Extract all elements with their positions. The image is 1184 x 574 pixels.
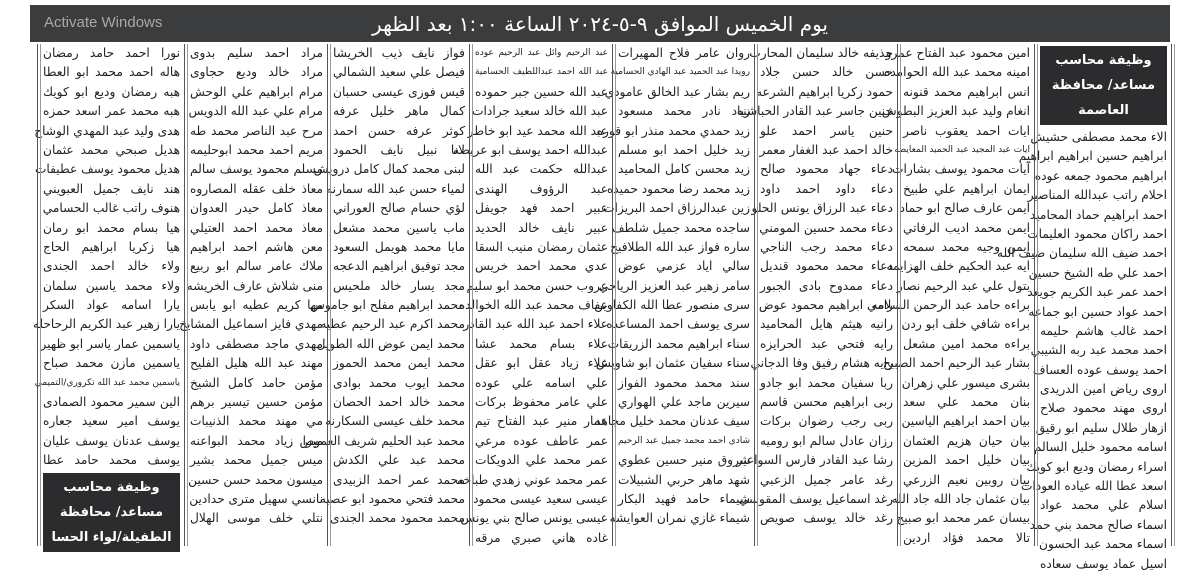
list-item: اسامه محمود خليل السالم [1033,440,1167,455]
list-item: زين عبدالرزاق احمد البريزات [603,201,750,216]
list-item: علاء بسام محمد عشا [475,336,608,351]
list-item: حسن خالد حسن جلاد [760,65,893,80]
list-item: ميسون محمد حسن حسين [188,472,323,487]
list-item: ساره فواز عبد الله الطلافيح [610,239,750,254]
list-item: عبد الله حسين جبر حموده [475,84,608,99]
list-item: ماب ياسين محمد مشعل [333,220,465,235]
list-item: لبنى محمد كمال كامل درويش [313,162,465,177]
list-item: اسعد عطا الله عياده العودات [1020,479,1167,494]
list-item: دعاء محمد محمود قنديل [760,259,893,274]
list-item: ريم بشار عبد الخالق عامودي [604,84,750,99]
list-item: ايمن محمد اديب الرفاتي [903,220,1030,235]
list-item: سامر زهير عبد العزيز الرياحي [598,278,750,293]
list-item: غاده هاني صبري مرقه [475,530,608,545]
list-item: حمود زكريا ابراهيم الشرعه [755,84,893,99]
list-item: امينه محمد عبد الله الحوامده [883,65,1030,80]
list-item: ميس جميل محمد بشير [190,453,323,468]
list-item: مجد توفيق ابراهيم الدعجه [332,259,465,274]
list-item: كوثر عرفه حسن احمد [333,123,465,138]
list-item: محمد خالد احمد الحصان [333,395,465,410]
list-item: مؤمن حامد كامل الشيخ [190,375,323,390]
list-item: مرح عبد الناصر محمد طه [190,123,323,138]
list-item: ايات احمد يعقوب ناصر [903,123,1030,138]
list-item: احلام راتب عبدالله المناصير [1027,188,1167,203]
list-item: مها كريم عطيه ابو يابس [190,298,323,313]
list-item: اسماء محمد عبد الحسون [1039,537,1167,552]
list-item: عمر محمد علي الدويكات [475,453,608,468]
list-item: بيان عثمان جاد الله جاد الله [891,491,1030,506]
list-item: ياسمين عمار ياسر ابو ظهير [40,336,180,351]
list-item: مهند عبد الله هليل الفليح [190,356,323,371]
column-divider [37,44,41,546]
list-item: علاء زياد عقل ابو عقل [475,356,608,371]
list-item: قيس فوزى عيسى حسبان [333,84,465,99]
names-column [871,44,1033,546]
list-item: مراد احمد سليم بدوى [190,46,323,60]
list-item: فيصل علي سعيد الشمالي [333,65,465,80]
list-item: يوسف محمد حامد عطا [43,453,180,468]
column-divider [612,44,616,546]
list-item: اسلام علي محمد عواد [1040,498,1167,513]
list-item: رغد خالد يوسف صويص [760,511,893,526]
list-item: احمد غالب هاشم حليمه [1040,323,1167,338]
list-item: هبه محمد عمر اسعد حمزه [43,104,180,119]
list-item: بنان محمد علي سعد [903,395,1030,410]
list-item: محمد ابراهيم مفلح ابو جاموس [309,298,465,313]
list-item: ازهار طلال سليم ابو رقيق [1035,420,1167,435]
list-item: حنين جاسر عبد القادر الحباشنه [736,104,893,119]
list-item: دعاء محمد رجب الناجي [760,239,893,254]
list-item: محمد ايوب محمد بوادى [333,375,465,390]
list-item: سيرين ماجد علي الهواري [618,395,750,410]
list-item: زيد حمدي محمد منذر ابو قوره [596,123,750,138]
list-item: ابراهيم محمود جمعه عوده [1034,168,1167,183]
list-item: ولاء خالد احمد الجندى [43,259,180,274]
list-item: ياسمين محمد عبد الله تكروري/التميمي [34,377,180,388]
list-item: اسماء صالح محمد بني حمد [1029,517,1167,532]
list-item: عيسى سعيد عيسى محمود [473,491,608,506]
list-item: هيا زكريا ابراهيم الحاج [43,239,180,254]
list-item: الاء محمد مصطفى حشيش [1030,130,1167,144]
list-item: رايه فتحي عبد الحرايزه [760,336,893,351]
list-item: ايمان ابراهيم علي طبيخ [903,181,1030,196]
list-item: هديل محمود يوسف عطيفات [34,162,180,177]
list-item: هبه رمضان وديع ابو كويك [43,84,180,99]
list-item: يارا زهير عبد الكريم الرحاحله [32,317,180,332]
names-column [453,44,611,546]
list-item: سناء سفيان عثمان ابو شاويش [595,356,750,371]
list-item: ملاك عامر سالم ابو ربيع [190,259,323,274]
list-item: مي مهند محمد الذنيبات [190,414,323,429]
list-item: ياسمين مازن محمد صباح [43,356,180,371]
list-item: روان عامر فلاح المهيرات [618,46,750,60]
list-item: محمد عبد الحليم شريف العموص [299,433,465,448]
list-item: ربى رجب رضوان بركات [760,414,893,429]
list-item: عبد الله خالد سعيد جرادات [472,104,608,119]
list-item: محمد عمر احمد الزبيدى [333,472,465,487]
job-title-box: وظيفة محاسب مساعد/ محافظة الطفيلة/لواء الحسا [43,473,180,552]
list-item: عبد الرحيم وائل عبد الرحيم عوده [475,48,608,58]
list-item: لانا نبيل نايف الحمود [333,142,465,157]
list-item: احمد علي طه الشيخ حسين [1028,265,1167,280]
list-item: اسيل عماد يوسف سعاده [1040,556,1167,571]
list-item: ميرا زياد محمد البواعنه [190,433,323,448]
column-divider [897,44,901,546]
column-divider [184,44,188,546]
list-item: ايه عبد الحكيم خلف الهزايمه [886,259,1030,274]
list-item: ربى ابراهيم محسن قاسم [760,395,893,410]
list-item: محمد محمود محمد الجندى [329,511,465,526]
list-item: هاله احمد محمد ابو العطا [43,65,180,80]
list-item: عبد الله احمد عبداللطيف الحسامية [475,67,608,78]
list-item: نانسي سهيل مترى حدادين [189,491,323,506]
list-item: احمد ضيف الله سليمان ضيف الله [997,246,1167,261]
list-item: منى شلاش عارف الخريشه [186,278,323,293]
list-item: ربا سفيان محمد ابو جادو [760,375,893,390]
list-item: سرى منصور عطا الله الكفاوين [594,298,750,313]
list-item: براءه شافي خلف ابو ردن [901,317,1030,332]
list-item: سناء ابراهيم محمد الزريقات [607,336,750,351]
page-title: يوم الخميس الموافق ٩-٥-٢٠٢٤ الساعة ١:٠٠ بعد الظهر [372,11,828,36]
list-item: معن هاشم احمد ابراهيم [190,239,323,254]
list-item: عبد الله محمد عيد ابو خاطر [467,123,608,138]
list-item: مسلم محمود يوسف سالم [190,162,323,177]
list-item: هيا بسام محمد ابو رمان [43,220,180,235]
list-item: اروى مهند محمود صلاح [1040,401,1167,416]
list-item: ابراهيم حسين ابراهيم ابراهيم [1018,149,1167,164]
list-item: رغد عامر جميل الزعبي [760,472,893,487]
list-item: هدى وليد عبد المهدي الوشاح [34,123,180,138]
list-item: سيف عدنان محمد خليل مجاهد [595,414,750,429]
list-item: علاء احمد عبد الله عبد القادر [463,317,608,332]
list-item: لؤي حسام صالح العوراني [333,201,465,216]
list-item: براءه محمد امين مشعل [903,336,1030,351]
list-item: عبير احمد فهد جويفل [475,201,608,216]
column-divider [327,44,331,546]
list-item: بيان خليل احمد المزين [903,453,1030,468]
job-title-box: وظيفة محاسب مساعد/ محافظة العاصمة [1040,46,1167,125]
list-item: هديل صبحي محمد عثمان [43,142,180,157]
list-item: احمد محمد عبد ربه الشيبي [1030,343,1167,358]
list-item: انغام وليد عبد العزيز البطوش [881,104,1030,119]
list-item: مجد يسار خالد ملحيس [333,278,465,293]
list-item: انس ابراهيم محمد قنونه [903,84,1030,99]
list-item: احمد عواد حسين ابو جماعه [1028,304,1167,319]
list-item: علي اسامه علي عوده [475,375,608,390]
list-item: مهدي ماجد مصطفى داود [190,336,323,351]
list-item: زياد نادر محمد مسعود [618,104,750,119]
list-item: يارا اسامه عواد السكر [43,298,180,313]
list-item: رامي ابراهيم محمود عوض [758,298,893,313]
list-item: محمد ايمن محمد الحموز [333,356,465,371]
list-item: امين محمود عبد الفتاح عمرو [885,46,1030,60]
list-item: كمال ماهر خليل عرفه [333,104,465,119]
list-item: مرام ابراهيم علي الوحش [190,84,323,99]
list-item: سالي اياد عزمي عوض [618,259,750,274]
list-item: شيماء حامد فهيد البكار [618,491,750,506]
list-item: بيان احمد ابراهيم الياسين [901,414,1030,429]
column-divider [754,44,758,546]
list-item: بشار عبد الرحيم احمد الصبيح [882,356,1030,371]
list-item: زيد محمد رضا محمود حميده [606,181,750,196]
list-item: عبير نايف خالد الحديد [475,220,608,235]
list-item: يوسف امير سعيد جعاره [43,414,180,429]
names-column [594,44,753,546]
list-item: زيد محسن كامل المحاميد [618,162,750,177]
list-item: احمد ابراهيم حماد المحاميد [1029,207,1167,222]
list-item: مرام علي عبد الله الدويس [188,104,323,119]
list-item: معاذ خلف عقله المصاروه [190,181,323,196]
list-item: محمد عبد علي الكدش [333,453,465,468]
list-item: بيسان عمر محمد ابو صبيح [896,511,1030,526]
list-item: رشا عبد القادر فارس السواعير [736,453,893,468]
list-item: محمد خلف عيسى السكارنه [325,414,465,429]
list-item: محمد اكرم عبد الرحيم عطيه [320,317,465,332]
list-item: شهد ماهر حربي الشبيلات [618,472,750,487]
list-item: دعاء ممدوح بادى الجبور [760,278,893,293]
list-item: هنوف راتب غالب الحسامي [42,201,180,216]
list-item: اروى رياض امين الدريدى [1040,382,1167,397]
names-column [736,44,896,546]
list-item: عثمان رمضان منيب السقا [475,239,608,254]
list-item: محمد ايمن عوض الله الطويل [316,336,465,351]
names-column [32,44,183,546]
list-item: مؤمن حسين تيسير برهم [190,395,323,410]
list-item: بيان روبين نعيم الزرعي [903,472,1030,487]
list-item: عمر عاطف عوده مرعي [475,433,608,448]
list-item: رويدا عبد الحميد عبد الهادي الحسامية [610,67,750,78]
list-item: دعاء جهاد محمود صالح [760,162,893,177]
list-item: نورا احمد حامد رمضان [43,46,180,60]
list-item: نتلي خلف موسى الهلال [190,511,323,526]
list-item: مايا محمد هويمل السعود [333,239,465,254]
list-item: محمد فتحي محمود ابو عصبه [319,491,465,506]
list-item: هند نايف جميل العبويني [43,181,180,196]
list-item: معاذ محمد احمد العتيلي [190,220,323,235]
list-item: حذيفه خالد سليمان المحارب [749,46,893,60]
list-item: رغد اسماعيل يوسف المقوسي [738,491,893,506]
list-item: عبدالله حكمت عبد الله [475,162,608,177]
list-item: شيماء غازي نمران العوايشه [609,511,750,526]
list-item: مراد خالد وديع حجاوى [190,65,323,80]
list-item: رايه هشام رفيق وفا الدجاني [750,356,893,371]
list-item: لمياء حسن عبد الله سمارنه [326,181,465,196]
list-item: احمد راكان محمود العليمات [1027,226,1167,241]
list-item: دعاء محمد حسين المومني [759,220,893,235]
names-column [997,44,1170,571]
list-item: عبدالله احمد يوسف ابو عريضه [453,142,608,157]
list-item: عمار منير عبد الفتاح تيم [475,414,608,429]
list-item: ساجده محمد جميل شلطف [611,220,750,235]
list-item: ايمن عارف صالح ابو حماد [899,201,1030,216]
column-divider [1034,44,1038,546]
list-item: براءه حامد عبد الرحمن السلامه [871,298,1030,313]
list-item: عروب حسن محمد ابو سليم [466,278,608,293]
list-item: فواز نايف ذيب الخريشا [333,46,465,60]
list-item: خالد احمد عبد الغفار معمر [759,142,893,157]
list-item: شادي احمد محمد جميل عبد الرحيم [618,435,750,446]
list-item: علي عامر محفوظ بركات [475,395,608,410]
list-item: دعاء عبد الرزاق يونس الحلو [751,201,893,216]
list-item: عفاف محمد عبد الله الخوالده [458,298,608,313]
list-item: بشرى ميسور علي زهران [901,375,1030,390]
list-item: مريم احمد محمد ابوحليمه [190,142,323,157]
list-item: ايمن وجيه محمد سمحه [903,239,1030,254]
list-item: الين سمير محمود الصمادى [43,395,180,410]
list-item: احمد يوسف عوده العساف [1032,362,1167,377]
list-item: يوسف عدنان يوسف عليان [43,433,180,448]
column-divider [469,44,473,546]
list-item: حنين ياسر احمد علو [760,123,893,138]
list-item: رانيه هيثم هايل المحاميد [760,317,893,332]
list-item: عبد الرؤوف الهندى [475,181,608,196]
list-item: شروق منير حسين عطوي [618,453,750,468]
list-item: رزان عادل سالم ابو روميه [760,433,893,448]
list-item: احمد عمر عبد الكريم جويعد [1027,285,1167,300]
list-item: مهدي فايز اسماعيل المشايخ [179,317,323,332]
names-column [179,44,326,546]
list-item: معاذ كامل حيدر العدوان [190,201,323,216]
page-title-bar [30,5,1170,42]
list-item: اسراء رمضان وديع ابو كويك [1026,459,1167,474]
list-item: بتول علي عبد الرحيم نصار [896,278,1030,293]
list-item: سرى يوسف احمد المساعده [606,317,750,332]
list-item: آيات محمود يوسف بشارات [892,162,1030,177]
list-item: عدي محمد احمد خريس [475,259,608,274]
list-item: تالا محمد فؤاد اردين [903,530,1030,545]
list-item: سند محمد محمود الفواز [618,375,750,390]
list-item: دعاء داود احمد داود [760,181,893,196]
list-item: ولاء محمد ياسين سلمان [43,278,180,293]
list-item: عيسى يونس صالح بني يونس [460,511,608,526]
list-item: ايات عبد المجيد عبد الحميد المعايطه [894,144,1030,155]
column-divider [1171,44,1175,546]
activate-windows-watermark: Activate Windows [44,14,163,31]
list-item: عمر محمد عوني زهدي طباخه [457,472,608,487]
list-item: زيد خليل احمد ابو مسلم [618,142,750,157]
list-item: بيان حيان هزيم العثمان [903,433,1030,448]
names-column [299,44,468,546]
